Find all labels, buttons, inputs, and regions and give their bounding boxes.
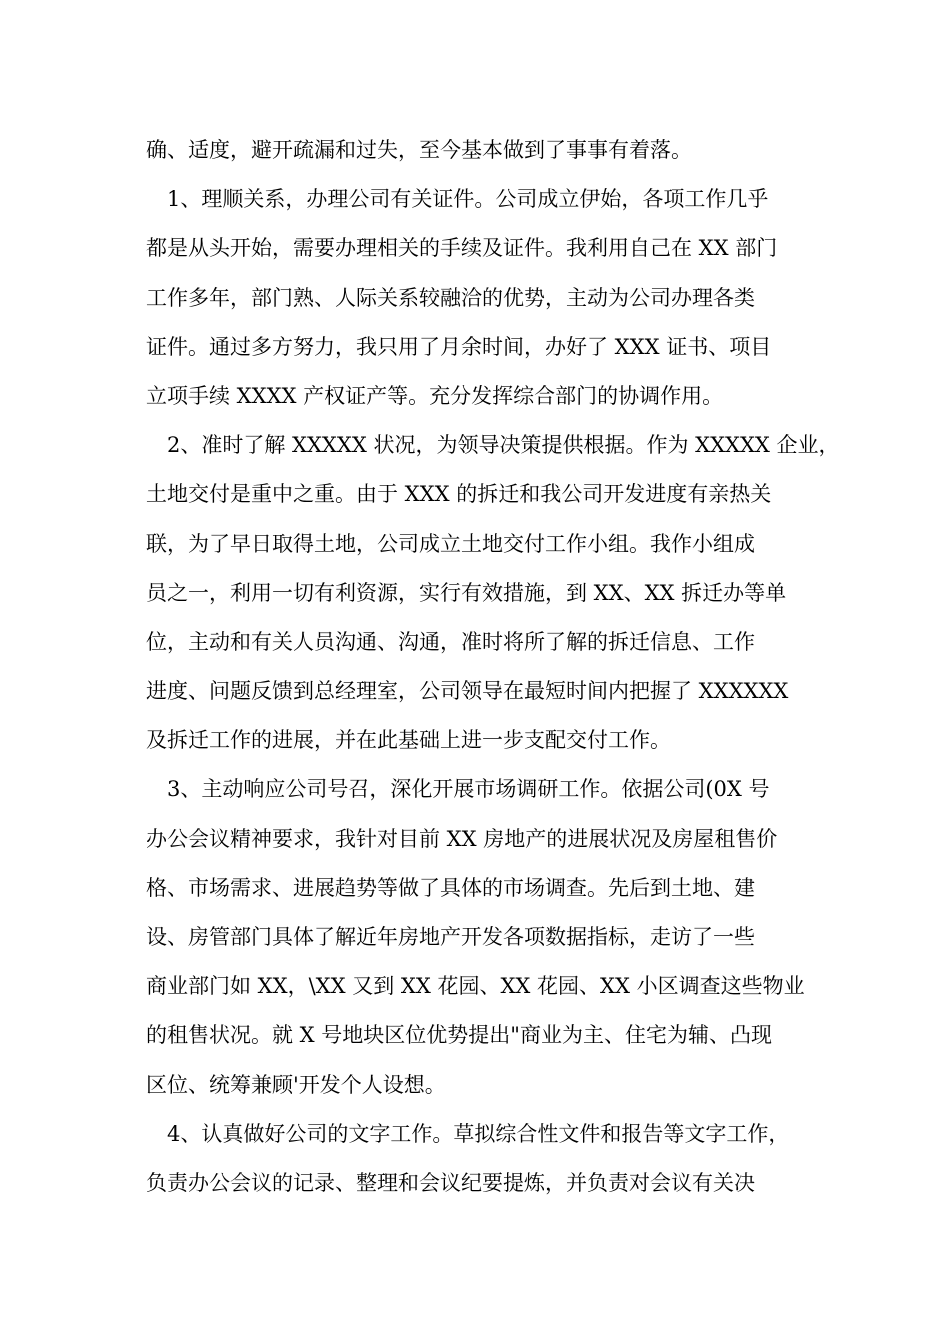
text-line: 证件。通过多方努力，我只用了月余时间，办好了 XXX 证书、项目 — [146, 334, 772, 359]
text-line: 进度、问题反馈到总经理室，公司领导在最短时间内把握了 XXXXXX — [146, 679, 789, 704]
paragraph-2-start: 2、准时了解 XXXXX 状况，为领导决策提供根据。作为 XXXXX 企业， — [167, 433, 840, 458]
text-line: 商业部门如 XX，\XX 又到 XX 花园、XX 花园、XX 小区调查这些物业 — [146, 974, 805, 999]
text-line: 联，为了早日取得土地，公司成立土地交付工作小组。我作小组成 — [146, 531, 755, 556]
text-line: 及拆迁工作的进展，并在此基础上进一步支配交付工作。 — [146, 728, 671, 753]
text-line: 确、适度，避开疏漏和过失，至今基本做到了事事有着落。 — [146, 138, 692, 162]
text-line: 区位、统筹兼顾'开发个人设想。 — [146, 1072, 446, 1097]
text-line: 立项手续 XXXX 产权证产等。充分发挥综合部门的协调作用。 — [146, 383, 724, 408]
text-line: 位，主动和有关人员沟通、沟通，准时将所了解的拆迁信息、工作 — [146, 629, 755, 654]
text-line: 工作多年，部门熟、人际关系较融洽的优势，主动为公司办理各类 — [146, 285, 755, 310]
text-line: 的租售状况。就 X 号地块区位优势提出"商业为主、住宅为辅、凸现 — [146, 1023, 772, 1048]
text-line: 员之一，利用一切有利资源，实行有效措施，到 XX、XX 拆迁办等单 — [146, 580, 787, 605]
text-line: 设、房管部门具体了解近年房地产开发各项数据指标，走访了一些 — [146, 925, 755, 949]
text-line: 格、市场需求、进展趋势等做了具体的市场调查。先后到土地、建 — [146, 875, 755, 900]
body-text — [146, 126, 840, 1208]
text-line: 办公会议精神要求，我针对目前 XX 房地产的进展状况及房屋租售价 — [146, 826, 778, 851]
text-line: 负责办公会议的记录、整理和会议纪要提炼，并负责对会议有关决 — [146, 1170, 755, 1195]
paragraph-1-start: 1、理顺关系，办理公司有关证件。公司成立伊始，各项工作几乎 — [167, 187, 769, 212]
text-line: 土地交付是重中之重。由于 XXX 的拆迁和我公司开发进度有亲热关 — [146, 482, 772, 507]
paragraph-3-start: 3、主动响应公司号召，深化开展市场调研工作。依据公司(0X 号 — [167, 777, 770, 802]
text-line: 都是从头开始，需要办理相关的手续及证件。我利用自己在 XX 部门 — [146, 236, 778, 261]
paragraph-4-start: 4、认真做好公司的文字工作。草拟综合性文件和报告等文字工作， — [167, 1121, 790, 1146]
